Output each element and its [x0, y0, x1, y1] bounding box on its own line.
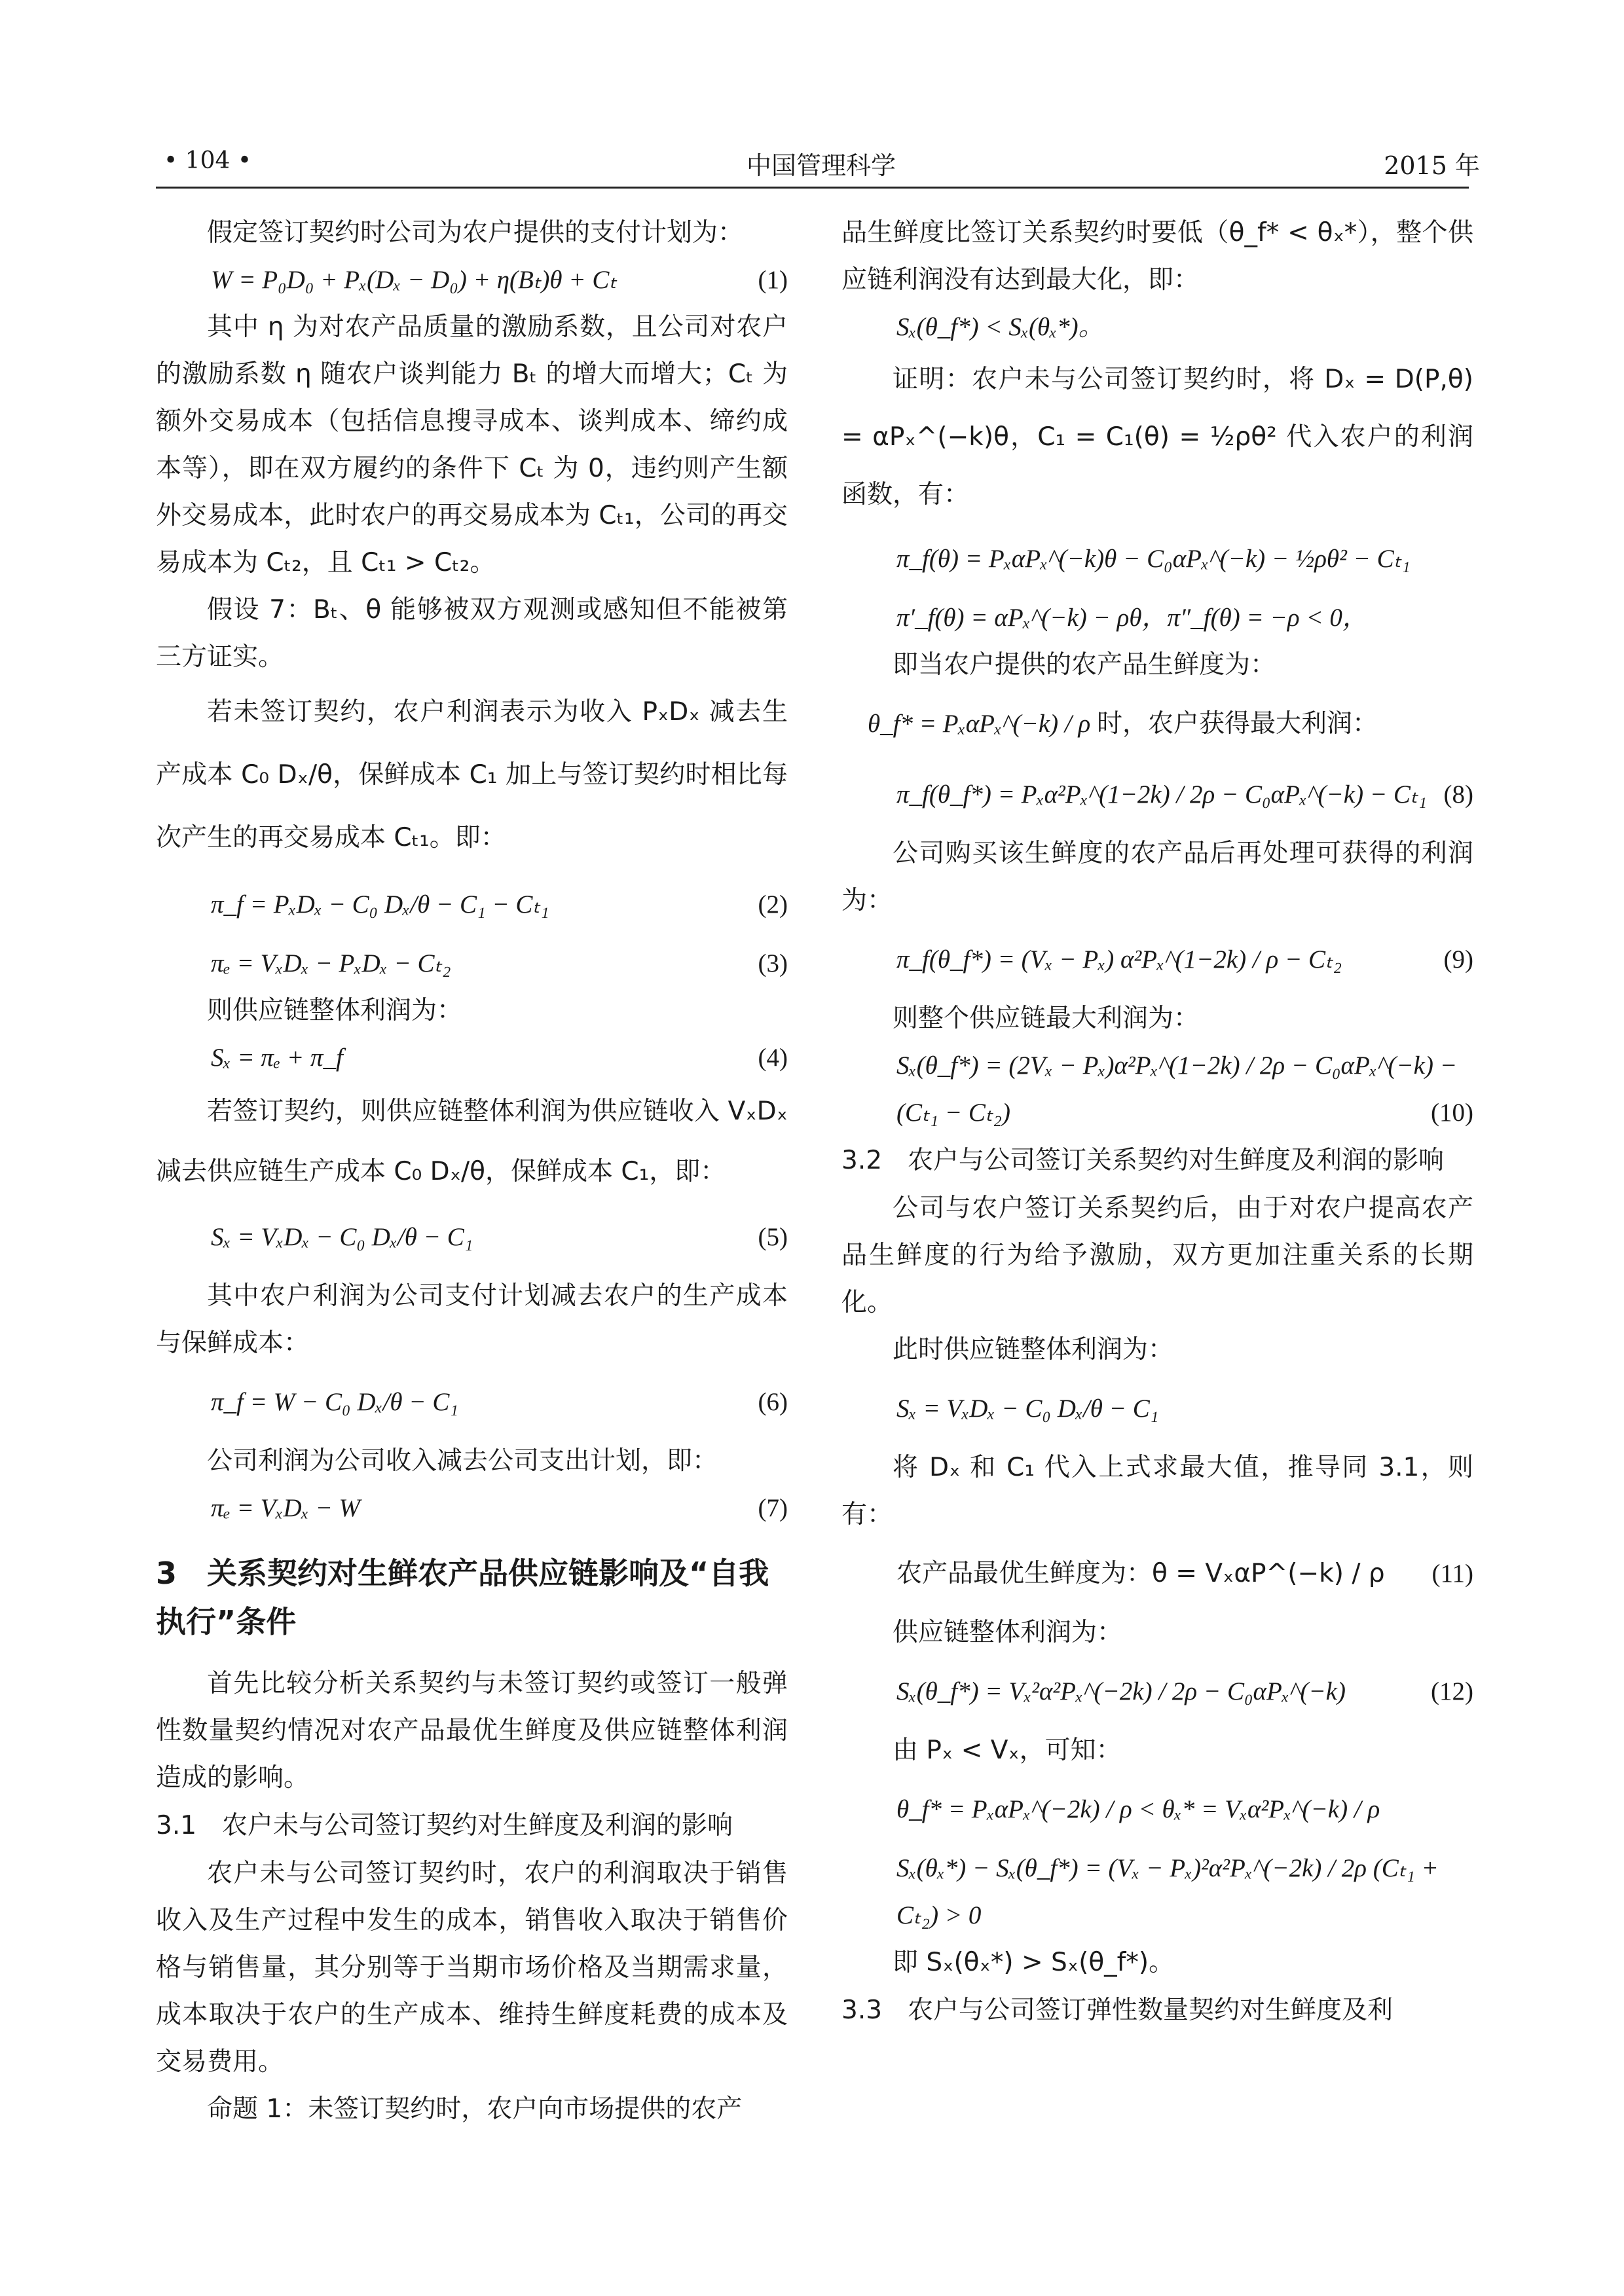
equation-6: π_f = W − C₀ Dₓ/θ − C₁ (6)	[211, 1388, 788, 1416]
paragraph: 此时供应链整体利润为：	[893, 1335, 1174, 1364]
equation-4: Sₓ = πₑ + π_f (4)	[211, 1044, 788, 1072]
equation-profit-difference: Sₓ(θₓ*) − Sₓ(θ_f*) = (Vₓ − Pₓ)²α²Pₓ^(−2k) / 2ρ (Cₜ₁ + Cₜ₂) > 0	[896, 1854, 1439, 1929]
paragraph: 品生鲜度比签订关系契约时要低（θ_f* < θₓ*），整个供应链利润没有达到最大化，即：	[841, 218, 1473, 295]
assumption-7: 假设 7：Bₜ、θ 能够被双方观测或感知但不能被第三方证实。	[156, 595, 788, 672]
equation-5: Sₓ = VₓDₓ − C₀ Dₓ/θ − C₁ (5)	[211, 1223, 788, 1251]
inequality-freshness: θ_f* = PₓαPₓ^(−2k) / ρ < θₓ* = Vₓα²Pₓ^(−k) / ρ	[896, 1795, 1380, 1823]
equation-11: 农产品最优生鲜度为：θ = VₓαP^(−k) / ρ (11)	[896, 1559, 1473, 1588]
section-3-heading: 3 关系契约对生鲜农产品供应链影响及“自我执行”条件	[156, 1556, 769, 1639]
paragraph: 公司与农户签订关系契约后，由于对农户提高农产品生鲜度的行为给予激励，双方更加注重关系的长期化。	[841, 1194, 1473, 1317]
subsection-3-1-heading: 3.1 农户未与公司签订契约对生鲜度及利润的影响	[156, 1811, 733, 1840]
page-number: • 104 •	[164, 147, 252, 174]
paragraph: 将 Dₓ 和 C₁ 代入上式求最大值，推导同 3.1，则有：	[841, 1453, 1473, 1529]
paragraph: 首先比较分析关系契约与未签订契约或签订一般弹性数量契约情况对农产品最优生鲜度及供应链整体利润造成的影响。	[156, 1669, 788, 1793]
paragraph: 供应链整体利润为：	[893, 1618, 1123, 1647]
paragraph: 其中 η 为对农产品质量的激励系数，且公司对农户的激励系数 η 随农户谈判能力 Bₜ 的增大而增大；Cₜ 为额外交易成本（包括信息搜寻成本、谈判成本、缔约成本等），即在双方履约的条件下 Cₜ 为 0，违约则产生额外交易成本，此时农户的再交易成本为 Cₜ₁，公司的再交易成本为 Cₜ₂，且 Cₜ₁ > Cₜ₂。	[156, 312, 788, 577]
equation-10: Sₓ(θ_f*) = (2Vₓ − Pₓ)α²Pₓ^(1−2k) / 2ρ − C₀αPₓ^(−k) − (Cₜ₁ − Cₜ₂) (10)	[896, 1051, 1473, 1127]
equation-2: π_f = PₓDₓ − C₀ Dₓ/θ − C₁ − Cₜ₁ (2)	[211, 890, 788, 919]
proof-paragraph: 证明：农户未与公司签订契约时，将 Dₓ = D(P,θ) = αPₓ^(−k)θ，C₁ = C₁(θ) = ½ρθ² 代入农户的利润函数，有：	[841, 365, 1473, 509]
equation-8: π_f(θ_f*) = Pₓα²Pₓ^(1−2k) / 2ρ − C₀αPₓ^(−k) − Cₜ₁ (8)	[896, 780, 1473, 809]
paragraph: 由 Pₓ < Vₓ，可知：	[893, 1736, 1122, 1765]
subsection-3-3-heading: 3.3 农户与公司签订弹性数量契约对生鲜度及利	[841, 1995, 1393, 2025]
equation-12: Sₓ(θ_f*) = Vₓ²α²Pₓ^(−2k) / 2ρ − C₀αPₓ^(−k) (12)	[896, 1677, 1473, 1705]
paragraph: 则整个供应链最大利润为：	[893, 1004, 1200, 1033]
page-header	[0, 0, 1624, 190]
equation-optimal-freshness: θ_f* = PₓαPₓ^(−k) / ρ 时，农户获得最大利润：	[868, 709, 1378, 738]
journal-title: 中国管理科学	[747, 151, 896, 180]
paragraph: 农户未与公司签订契约时，农户的利润取决于销售收入及生产过程中发生的成本，销售收入取决于销售价格与销售量，其分别等于当期市场价格及当期需求量，成本取决于农户的生产成本、维持生鲜度耗费的成本及交易费用。	[156, 1859, 788, 2077]
paragraph: 其中农户利润为公司支付计划减去农户的生产成本与保鲜成本：	[156, 1281, 788, 1358]
paragraph: 假定签订契约时公司为农户提供的支付计划为：	[207, 218, 744, 247]
subsection-3-2-heading: 3.2 农户与公司签订关系契约对生鲜度及利润的影响	[841, 1146, 1445, 1175]
paragraph: 公司购买该生鲜度的农产品后再处理可获得的利润为：	[841, 839, 1473, 915]
issue-year: 2015 年	[1384, 151, 1480, 180]
paragraph: 即 Sₓ(θₓ*) > Sₓ(θ_f*)。	[893, 1948, 1175, 1977]
equation-7: πₑ = VₓDₓ − W (7)	[211, 1494, 788, 1522]
proposition-1: 命题 1：未签订契约时，农户向市场提供的农产	[207, 2094, 743, 2124]
equation-supply-chain-profit: Sₓ = VₓDₓ − C₀ Dₓ/θ − C₁	[896, 1394, 1159, 1423]
equation-derivatives: π′_f(θ) = αPₓ^(−k) − ρθ，π″_f(θ) = −ρ < 0，	[896, 604, 1368, 632]
equation-1: W = P₀D₀ + Pₓ(Dₓ − D₀) + η(Bₜ)θ + Cₜ (1)	[211, 266, 788, 294]
equation-profit-function: π_f(θ) = PₓαPₓ^(−k)θ − C₀αPₓ^(−k) − ½ρθ² − Cₜ₁	[896, 545, 1411, 573]
right-column	[841, 210, 1473, 2035]
equation-3: πₑ = VₓDₓ − PₓDₓ − Cₜ₂ (3)	[211, 949, 788, 977]
header-rule	[156, 187, 1469, 189]
paragraph: 则供应链整体利润为：	[207, 996, 463, 1025]
paragraph: 若签订契约，则供应链整体利润为供应链收入 VₓDₓ 减去供应链生产成本 C₀ Dₓ/θ，保鲜成本 C₁，即：	[156, 1097, 788, 1186]
paragraph: 公司利润为公司收入减去公司支出计划，即：	[207, 1446, 718, 1476]
inequality-a: Sₓ(θ_f*) < Sₓ(θₓ*)。	[896, 313, 1104, 341]
paragraph: 若未签订契约，农户利润表示为收入 PₓDₓ 减去生产成本 C₀ Dₓ/θ，保鲜成本 C₁ 加上与签订契约时相比每次产生的再交易成本 Cₜ₁。即：	[156, 697, 788, 852]
equation-9: π_f(θ_f*) = (Vₓ − Pₓ) α²Pₓ^(1−2k) / ρ − Cₜ₂ (9)	[896, 945, 1473, 974]
left-column	[156, 210, 788, 2133]
paragraph: 即当农户提供的农产品生鲜度为：	[893, 650, 1276, 680]
